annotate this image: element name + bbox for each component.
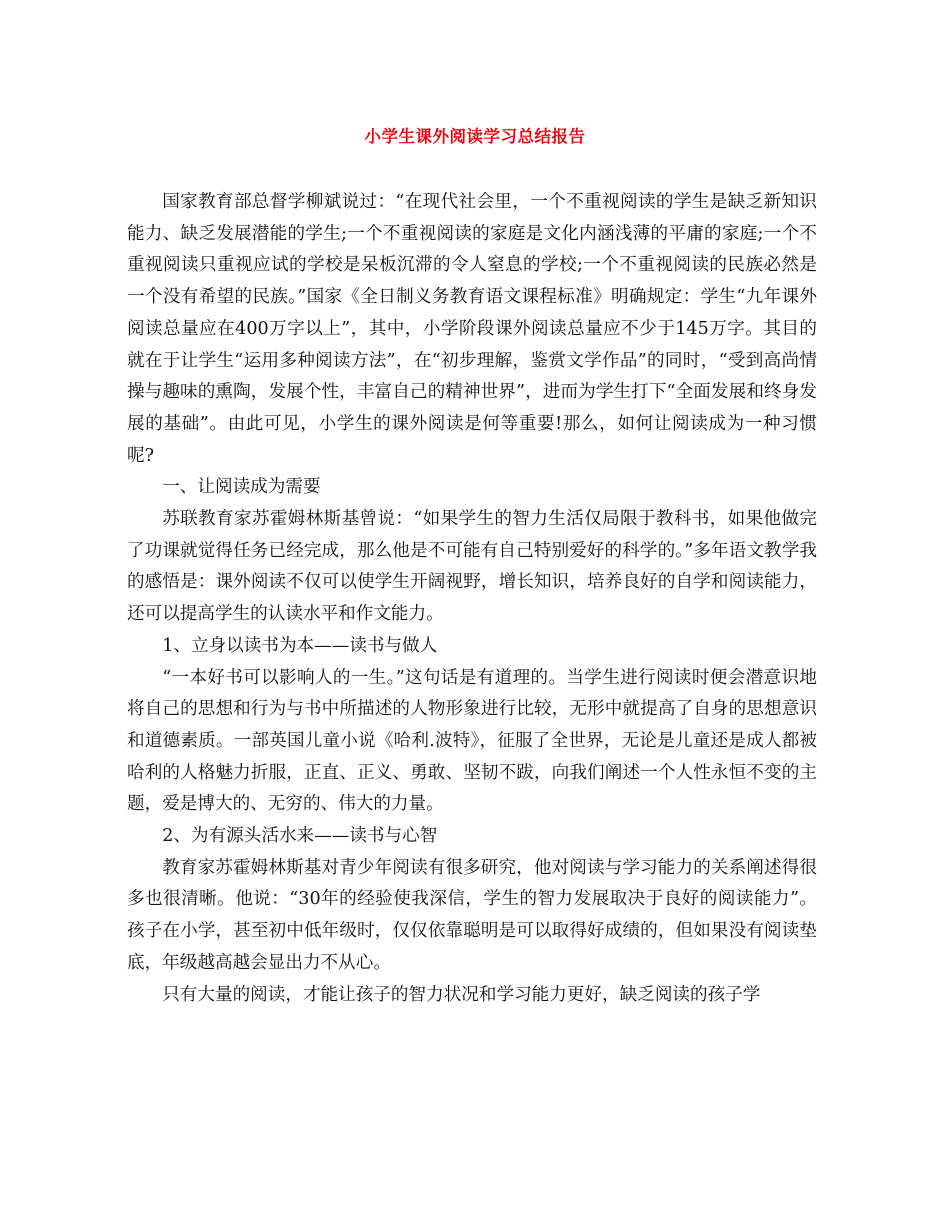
paragraph-reading-ability: 教育家苏霍姆林斯基对青少年阅读有很多研究，他对阅读与学习能力的关系阐述得很多也很清晰。他说：“30年的经验使我深信，学生的智力发展取决于良好的阅读能力”。孩子在小学，甚至初中低年级时，仅仅依靠聪明是可以取得好成绩的，但如果没有阅读垫底，年级越高越会显出力不从心。 xyxy=(127,857,817,973)
paragraph-intro: 国家教育部总督学柳斌说过：“在现代社会里，一个不重视阅读的学生是缺乏新知识能力、缺乏发展潜能的学生;一个不重视阅读的家庭是文化内涵浅薄的平庸的家庭;一个不重视阅读只重视应试的学校是呆板沉滞的令人窒息的学校;一个不重视阅读的民族必然是一个没有希望的民族。”国家《全日制义务教育语文课程标准》明确规定：学生“九年课外阅读总量应在400万字以上”，其中，小学阶段课外阅读总量应不少于145万字。其目的就在于让学生“运用多种阅读方法”，在“初步理解，鉴赏文学作品”的同时，“受到高尚情操与趣味的熏陶，发展个性，丰富自己的精神世界”，进而为学生打下“全面发展和终身发展的基础”。由此可见，小学生的课外阅读是何等重要!那么，如何让阅读成为一种习惯呢? xyxy=(127,192,817,466)
paragraph-good-book: “一本好书可以影响人的一生。”这句话是有道理的。当学生进行阅读时便会潜意识地将自己的思想和行为与书中所描述的人物形象进行比较，无形中就提高了自身的思想意识和道德素质。一部英国儿童小说《哈利.波特》，征服了全世界，无论是儿童还是成人都被哈利的人格魅力折服，正直、正义、勇敢、坚韧不跋，向我们阐述一个人性永恒不变的主题，爱是博大的、无穷的、伟大的力量。 xyxy=(127,667,817,815)
paragraph-suhomlinsky-quote: 苏联教育家苏霍姆林斯基曾说：“如果学生的智力生活仅局限于教科书，如果他做完了功课就觉得任务已经完成，那么他是不可能有自己特别爱好的科学的。”多年语文教学我的感悟是：课外阅读不仅可以使学生开阔视野，增长知识，培养良好的自学和阅读能力，还可以提高学生的认读水平和作文能力。 xyxy=(127,509,817,625)
paragraph-extensive-reading: 只有大量的阅读，才能让孩子的智力状况和学习能力更好，缺乏阅读的孩子学 xyxy=(162,984,761,1005)
subsection-heading-1: 1、立身以读书为本——读书与做人 xyxy=(162,635,438,656)
section-heading-1: 一、让阅读成为需要 xyxy=(162,477,321,498)
document-body xyxy=(127,187,817,1011)
subsection-heading-2: 2、为有源头活水来——读书与心智 xyxy=(162,826,438,847)
document-title: 小学生课外阅读学习总结报告 xyxy=(364,127,586,146)
